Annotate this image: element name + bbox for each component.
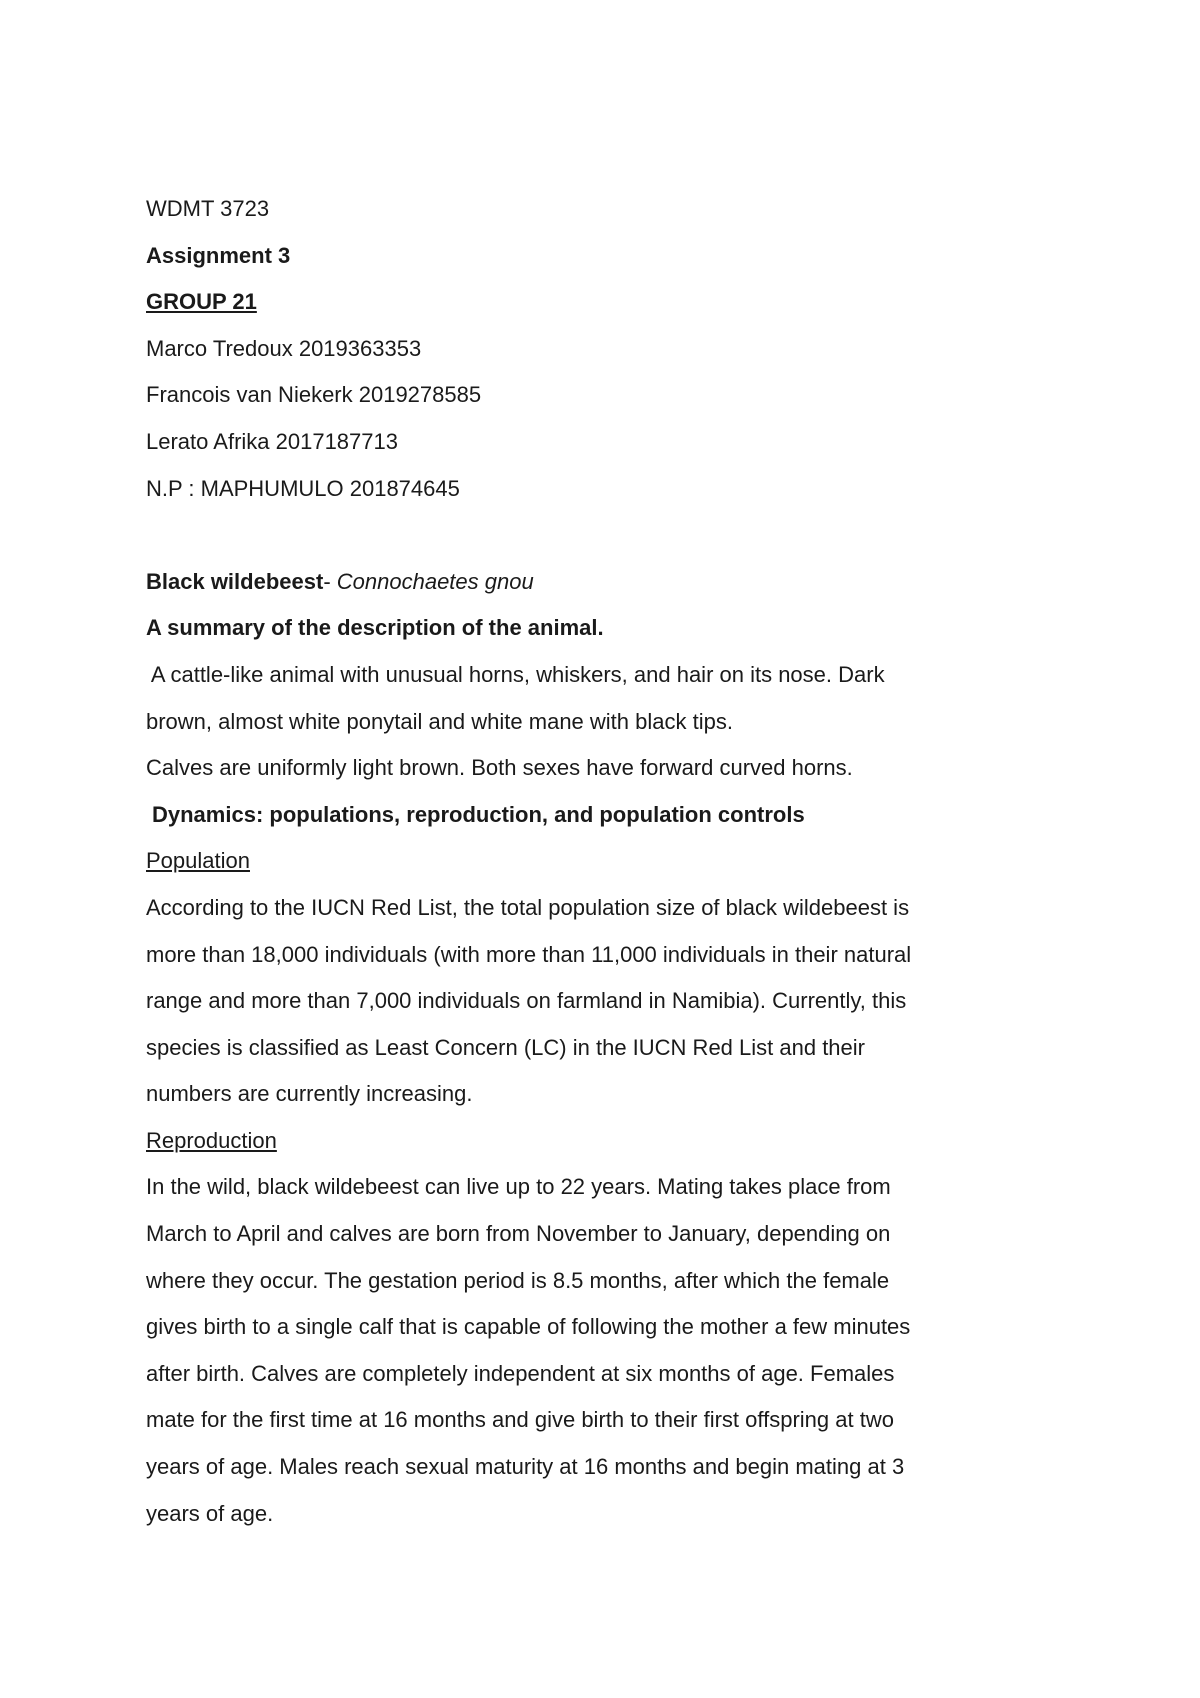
species-heading bbox=[146, 559, 1026, 606]
species-separator: - bbox=[323, 568, 337, 594]
member-line: N.P : MAPHUMULO 201874645 bbox=[146, 475, 460, 501]
summary-line: Calves are uniformly light brown. Both sexes have forward curved horns. bbox=[146, 755, 853, 781]
summary-line: brown, almost white ponytail and white mane with black tips. bbox=[146, 708, 733, 734]
group-label: GROUP 21 bbox=[146, 289, 257, 315]
reproduction-heading: Reproduction bbox=[146, 1127, 277, 1153]
member-line: Lerato Afrika 2017187713 bbox=[146, 428, 398, 454]
species-common-name: Black wildebeest bbox=[146, 568, 324, 594]
population-line: more than 18,000 individuals (with more than 11,000 individuals in their natural bbox=[146, 941, 912, 967]
reproduction-line: March to April and calves are born from November to January, depending on bbox=[146, 1221, 891, 1247]
reproduction-line: mate for the first time at 16 months and give birth to their first offspring at two bbox=[146, 1407, 894, 1433]
population-line: According to the IUCN Red List, the total population size of black wildebeest is bbox=[146, 894, 910, 920]
reproduction-line: gives birth to a single calf that is capable of following the mother a few minutes bbox=[146, 1314, 911, 1340]
reproduction-line: years of age. Males reach sexual maturity at 16 months and begin mating at 3 bbox=[146, 1454, 905, 1480]
member-line: Francois van Niekerk 2019278585 bbox=[146, 382, 482, 408]
dynamics-heading: Dynamics: populations, reproduction, and population controls bbox=[152, 801, 805, 827]
summary-line: A cattle-like animal with unusual horns, whiskers, and hair on its nose. Dark bbox=[146, 661, 885, 687]
species-scientific-name: Connochaetes gnou bbox=[336, 568, 534, 594]
document-body bbox=[146, 186, 1026, 1537]
spacer bbox=[146, 512, 1026, 559]
population-line: numbers are currently increasing. bbox=[146, 1081, 473, 1107]
population-heading: Population bbox=[146, 848, 250, 874]
population-line: species is classified as Least Concern (LC) in the IUCN Red List and their bbox=[146, 1034, 865, 1060]
course-code: WDMT 3723 bbox=[146, 196, 270, 221]
reproduction-line: years of age. bbox=[146, 1500, 274, 1526]
reproduction-line: where they occur. The gestation period is 8.5 months, after which the female bbox=[146, 1267, 890, 1293]
reproduction-line: In the wild, black wildebeest can live up to 22 years. Mating takes place from bbox=[146, 1174, 891, 1200]
summary-heading: A summary of the description of the animal. bbox=[146, 615, 604, 641]
member-line: Marco Tredoux 2019363353 bbox=[146, 335, 422, 361]
assignment-title: Assignment 3 bbox=[146, 242, 291, 268]
population-line: range and more than 7,000 individuals on farmland in Namibia). Currently, this bbox=[146, 988, 907, 1014]
reproduction-line: after birth. Calves are completely independent at six months of age. Females bbox=[146, 1360, 895, 1386]
